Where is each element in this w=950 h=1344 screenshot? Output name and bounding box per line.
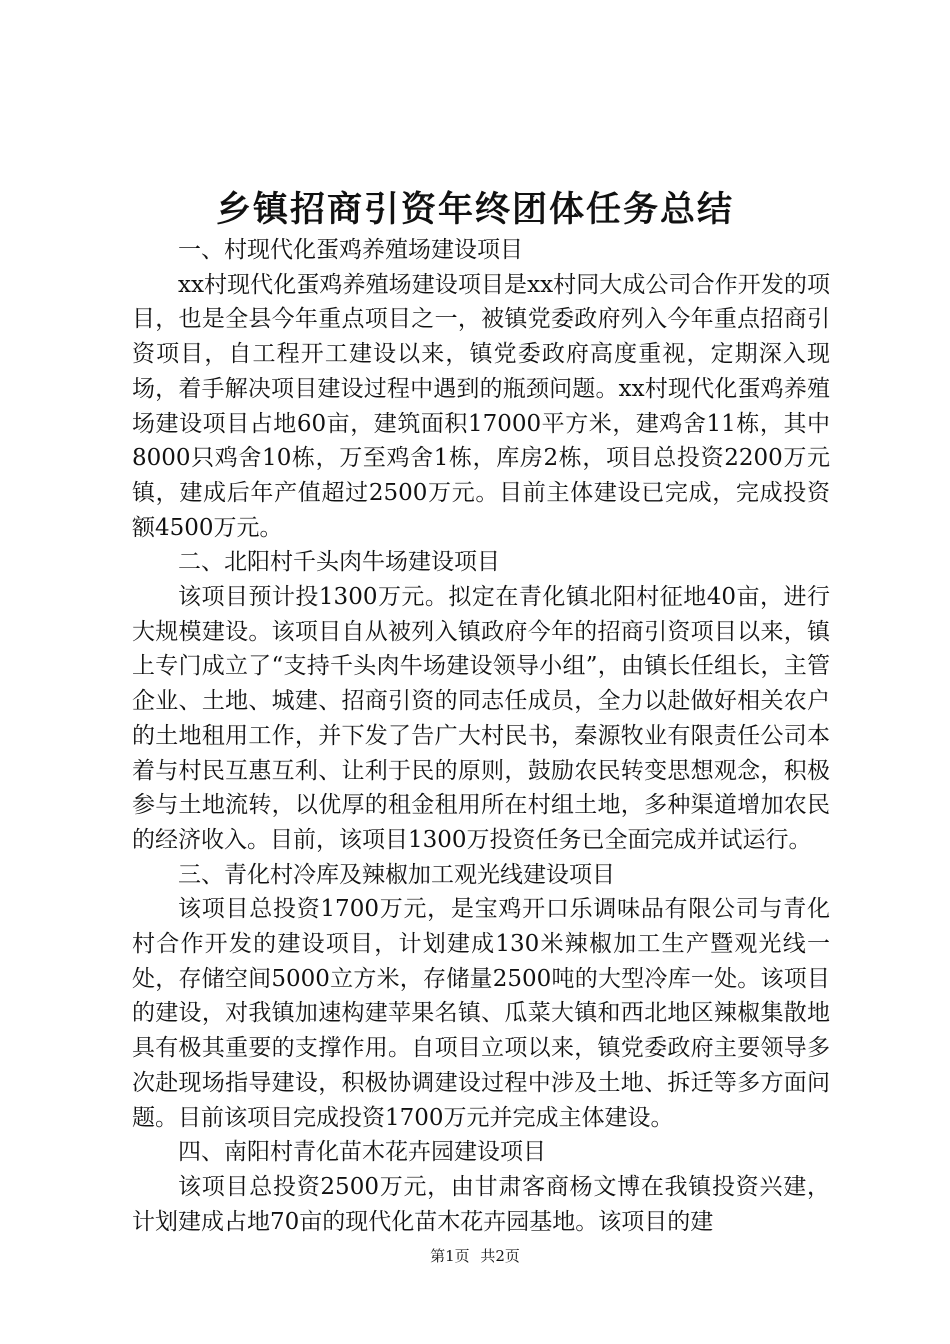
section-heading-1: 一、村现代化蛋鸡养殖场建设项目 (178, 237, 523, 263)
page-number-current: 第1页 (430, 1247, 470, 1265)
section-heading-3: 三、青化村冷库及辣椒加工观光线建设项目 (178, 861, 615, 888)
page-footer (0, 1246, 950, 1266)
section-heading-4: 四、南阳村青化苗木花卉园建设项目 (178, 1139, 546, 1166)
document-title: 乡镇招商引资年终团体任务总结 (215, 190, 734, 230)
document-body (132, 233, 830, 1239)
body-paragraph-2: 该项目预计投1300万元。拟定在青化镇北阳村征地40亩，进行大规模建设。该项目自从被列入镇政府今年的招商引资项目以来，镇上专门成立了“支持千头肉牛场建设领导小组”，由镇长任组长，主管企业、土地、城建、招商引资的同志任成员，全力以赴做好相关农户的土地租用工作，并下发了告广大村民书，秦源牧业有限责任公司本着与村民互惠互利、让利于民的原则，鼓励农民转变思想观念，积极参与土地流转，以优厚的租金租用所在村组土地，多种渠道增加农民的经济收入。目前，该项目1300万投资任务已全面完成并试运行。 (132, 584, 830, 853)
body-paragraph-4: 该项目总投资2500万元，由甘肃客商杨文博在我镇投资兴建，计划建成占地70亩的现代化苗木花卉园基地。该项目的建 (132, 1173, 830, 1235)
body-paragraph-1: xx村现代化蛋鸡养殖场建设项目是xx村同大成公司合作开发的项目，也是全县今年重点项目之一，被镇党委政府列入今年重点招商引资项目，自工程开工建设以来，镇党委政府高度重视，定期深入现场，着手解决项目建设过程中遇到的瓶颈问题。xx村现代化蛋鸡养殖场建设项目占地60亩，建筑面积17000平方米，建鸡舍11栋，其中8000只鸡舍10栋，万至鸡舍1栋，库房2栋，项目总投资2200万元镇，建成后年产值超过2500万元。目前主体建设已完成，完成投资额4500万元。 (132, 271, 830, 541)
section-heading-2: 二、北阳村千头肉牛场建设项目 (178, 549, 500, 576)
body-paragraph-3: 该项目总投资1700万元，是宝鸡开口乐调味品有限公司与青化村合作开发的建设项目，计划建成130米辣椒加工生产暨观光线一处，存储空间5000立方米，存储量2500吨的大型冷库一处。该项目的建设，对我镇加速构建苹果名镇、瓜菜大镇和西北地区辣椒集散地具有极其重要的支撑作用。自项目立项以来，镇党委政府主要领导多次赴现场指导建设，积极协调建设过程中涉及土地、拆迁等多方面问题。目前该项目完成投资1700万元并完成主体建设。 (132, 896, 830, 1131)
page-number-total: 共2页 (480, 1247, 520, 1265)
